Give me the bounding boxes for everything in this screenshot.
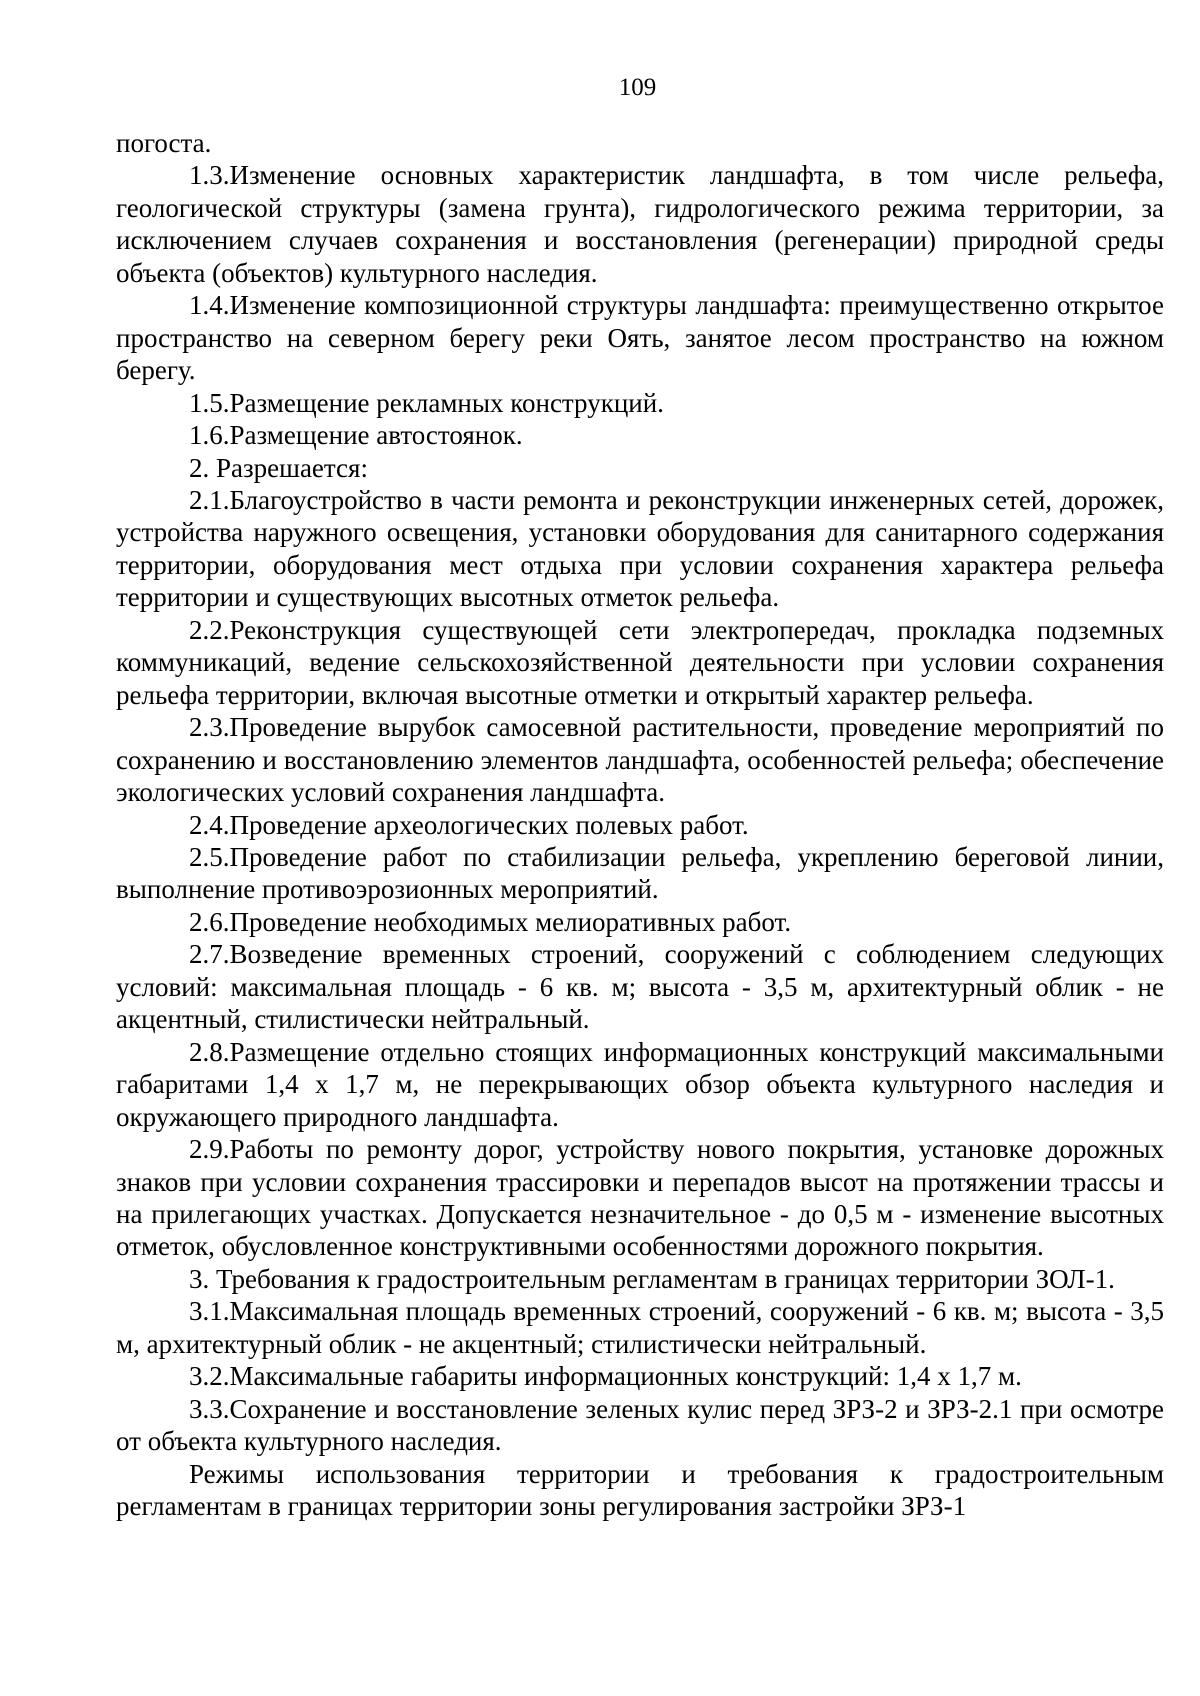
document-body	[116, 127, 1164, 1522]
paragraph-continuation: погоста.	[116, 128, 212, 158]
paragraph-3-heading: 3. Требования к градостроительным регламентам в границах территории ЗОЛ-1.	[189, 1263, 1115, 1294]
paragraph-1-6: 1.6.Размещение автостоянок.	[189, 420, 523, 451]
paragraph-2-3: 2.3.Проведение вырубок самосевной растительности, проведение мероприятий по сохранению и восстановлению элементов ландшафта, особенностей рельефа; обеспечение экологических условий сохранения ландшафта.	[116, 712, 1164, 808]
paragraph-zrz-1-heading: Режимы использования территории и требования к градостроительным регламентам в границах территории зоны регулирования застройки ЗРЗ-1	[116, 1458, 1164, 1522]
paragraph-2-4: 2.4.Проведение археологических полевых работ.	[189, 809, 749, 840]
paragraph-2-8: 2.8.Размещение отдельно стоящих информационных конструкций максимальными габаритами 1,4 х 1,7 м, не перекрывающих обзор объекта культурного наследия и окружающего природного ландшафта.	[116, 1036, 1164, 1132]
paragraph-2-2: 2.2.Реконструкция существующей сети электропередач, прокладка подземных коммуникаций, ведение сельскохозяйственной деятельности при условии сохранения рельефа территории, включая высотные отметки и открытый характер рельефа.	[116, 614, 1164, 710]
paragraph-2-1: 2.1.Благоустройство в части ремонта и реконструкции инженерных сетей, дорожек, устройства наружного освещения, установки оборудования для санитарного содержания территории, оборудования мест отдыха при условии сохранения характера рельефа территории и существующих высотных отметок рельефа.	[116, 484, 1164, 613]
paragraph-3-3: 3.3.Сохранение и восстановление зеленых кулис перед ЗРЗ-2 и ЗРЗ-2.1 при осмотре от объекта культурного наследия.	[116, 1393, 1164, 1457]
paragraph-2-7: 2.7.Возведение временных строений, сооружений с соблюдением следующих условий: максимальная площадь - 6 кв. м; высота - 3,5 м, архитектурный облик - не акцентный, стилистически нейтральный.	[116, 939, 1164, 1035]
paragraph-2-6: 2.6.Проведение необходимых мелиоративных работ.	[189, 906, 792, 937]
paragraph-1-5: 1.5.Размещение рекламных конструкций.	[189, 387, 664, 418]
paragraph-3-1: 3.1.Максимальная площадь временных строений, сооружений - 6 кв. м; высота - 3,5 м, архитектурный облик - не акцентный; стилистически нейтральный.	[116, 1296, 1164, 1359]
paragraph-2-5: 2.5.Проведение работ по стабилизации рельефа, укреплению береговой линии, выполнение противоэрозионных мероприятий.	[116, 841, 1164, 905]
page-number: 109	[618, 74, 657, 101]
paragraph-1-4: 1.4.Изменение композиционной структуры ландшафта: преимущественно открытое пространство на северном берегу реки Оять, занятое лесом пространство на южном берегу.	[116, 290, 1164, 386]
paragraph-3-2: 3.2.Максимальные габариты информационных конструкций: 1,4 х 1,7 м.	[189, 1361, 1022, 1392]
paragraph-1-3: 1.3.Изменение основных характеристик ландшафта, в том числе рельефа, геологической структуры (замена грунта), гидрологического режима территории, за исключением случаев сохранения и восстановления (регенерации) природной среды объекта (объектов) культурного наследия.	[116, 160, 1164, 288]
paragraph-2-heading: 2. Разрешается:	[189, 452, 368, 483]
paragraph-2-9: 2.9.Работы по ремонту дорог, устройству нового покрытия, установке дорожных знаков при условии сохранения трассировки и перепадов высот на протяжении трассы и на прилегающих участках. Допускается незначительное - до 0,5 м - изменение высотных отметок, обусловленное конструктивными особенностями дорожного покрытия.	[116, 1134, 1164, 1262]
